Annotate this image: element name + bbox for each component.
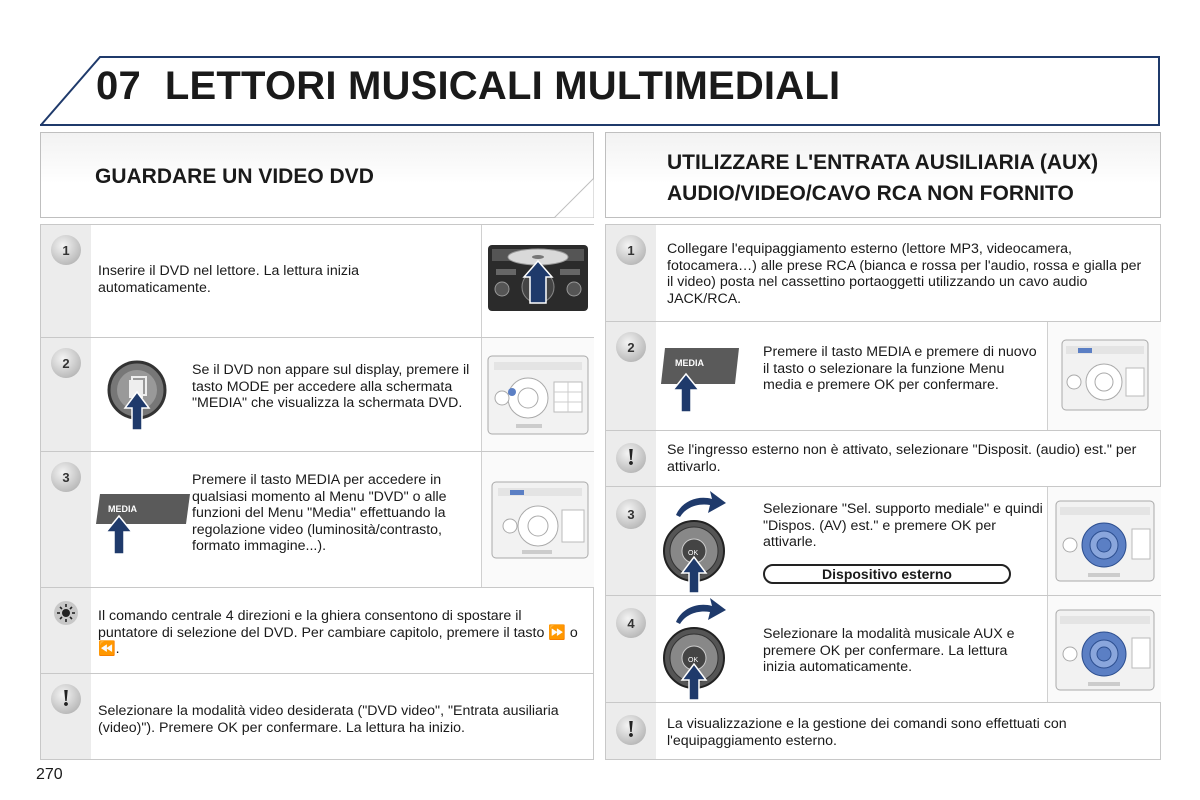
knob-rotate-illustration [662,596,742,702]
dvd-slot-illustration [481,225,594,337]
corner-fold-icon [534,178,594,218]
knob-rotate-illustration [662,489,742,595]
right-step-3 [605,486,1161,596]
section-heading-box [605,132,1161,218]
step-text: Se l'ingresso esterno non è attivato, selezionare "Disposit. (audio) est." per attivarlo. [667,442,1137,475]
step-text: Premere il tasto MEDIA per accedere in qualsiasi momento al Menu "DVD" o alle funzioni del Menu "Media" effettuando la regolazione video (luminosità/contrasto, formato immagine...). [192,472,447,554]
right-step-4 [605,595,1161,703]
step-text: Collegare l'equipaggiamento esterno (lettore MP3, videocamera, fotocamera…) alle prese RCA (bianca e rossa per l'audio, rossa e gialla per il video) posta nel cassettino portaoggetti utilizzando un cavo audio JACK/RCA. [667,241,1142,307]
radio-panel-illustration [1047,596,1161,702]
left-warning-box [40,673,594,760]
knob-ok-label: OK [688,657,699,664]
step-text: Inserire il DVD nel lettore. La lettura inizia automaticamente. [98,263,360,296]
section-heading-box [40,132,594,218]
external-device-menu-item[interactable]: Dispositivo esterno [763,564,1011,584]
radio-panel-illustration [1047,322,1161,430]
step-text: Selezionare "Sel. supporto mediale" e quindi "Dispos. (AV) est." e premere OK per attivarle. [763,501,1043,550]
section-heading-line1: UTILIZZARE L'ENTRATA AUSILIARIA (AUX) [667,151,1099,174]
left-tip-box [40,587,594,674]
section-heading: GUARDARE UN VIDEO DVD [95,165,374,188]
right-warning-box-2 [605,702,1161,760]
left-step-1 [40,224,594,338]
section-heading [667,147,1098,209]
knob-ok-label: OK [688,550,699,557]
media-button-illustration [659,346,759,416]
step-text: Se il DVD non appare sul display, premere il tasto MODE per accedere alla schermata "MEDIA" che visualizza la schermata DVD. [192,362,470,411]
warning-icon: ! [51,684,81,714]
mode-button-illustration [101,356,191,451]
step-text: Il comando centrale 4 direzioni e la ghiera consentono di spostare il puntatore di selezione del DVD. Per cambiare capitolo, premere il tasto ⏩ o ⏪. [98,608,578,657]
chapter-number: 07 [96,64,141,108]
radio-panel-illustration [1047,487,1161,595]
radio-panel-illustration [481,452,594,587]
left-step-2 [40,337,594,452]
aux-input-section [605,132,1161,218]
page-number: 270 [36,766,63,783]
step-text: Selezionare la modalità musicale AUX e premere OK per confermare. La lettura inizia automaticamente. [763,626,1015,675]
right-warning-box-1 [605,430,1161,487]
dvd-video-section [40,132,594,218]
right-step-2 [605,321,1161,431]
section-heading-line2: AUDIO/VIDEO/CAVO RCA NON FORNITO [667,182,1074,205]
step-text: Premere il tasto MEDIA e premere di nuovo il tasto o selezionare la funzione Menu media e premere OK per confermare. [763,344,1037,393]
chapter-title: LETTORI MUSICALI MULTIMEDIALI [164,64,841,108]
left-step-3 [40,451,594,588]
step-badge: 1 [616,235,646,265]
step-badge: 3 [616,499,646,529]
step-text: La visualizzazione e la gestione dei comandi sono effettuati con l'equipaggiamento esterno. [667,716,1067,749]
right-step-1 [605,224,1161,322]
step-badge: 2 [616,332,646,362]
media-key-label: MEDIA [108,504,137,514]
media-key-label: MEDIA [675,358,704,368]
warning-icon: ! [616,715,646,745]
page-title [96,64,840,109]
step-badge: 2 [51,348,81,378]
warning-icon: ! [616,443,646,473]
radio-panel-illustration [481,338,594,451]
step-badge: 1 [51,235,81,265]
step-badge: 4 [616,608,646,638]
step-badge: 3 [51,462,81,492]
media-button-illustration [94,488,194,558]
tip-lightbulb-icon [53,600,79,626]
step-text: Selezionare la modalità video desiderata ("DVD video", "Entrata ausiliaria (video)"). Premere OK per confermare. La lettura ha inizio. [98,703,559,736]
